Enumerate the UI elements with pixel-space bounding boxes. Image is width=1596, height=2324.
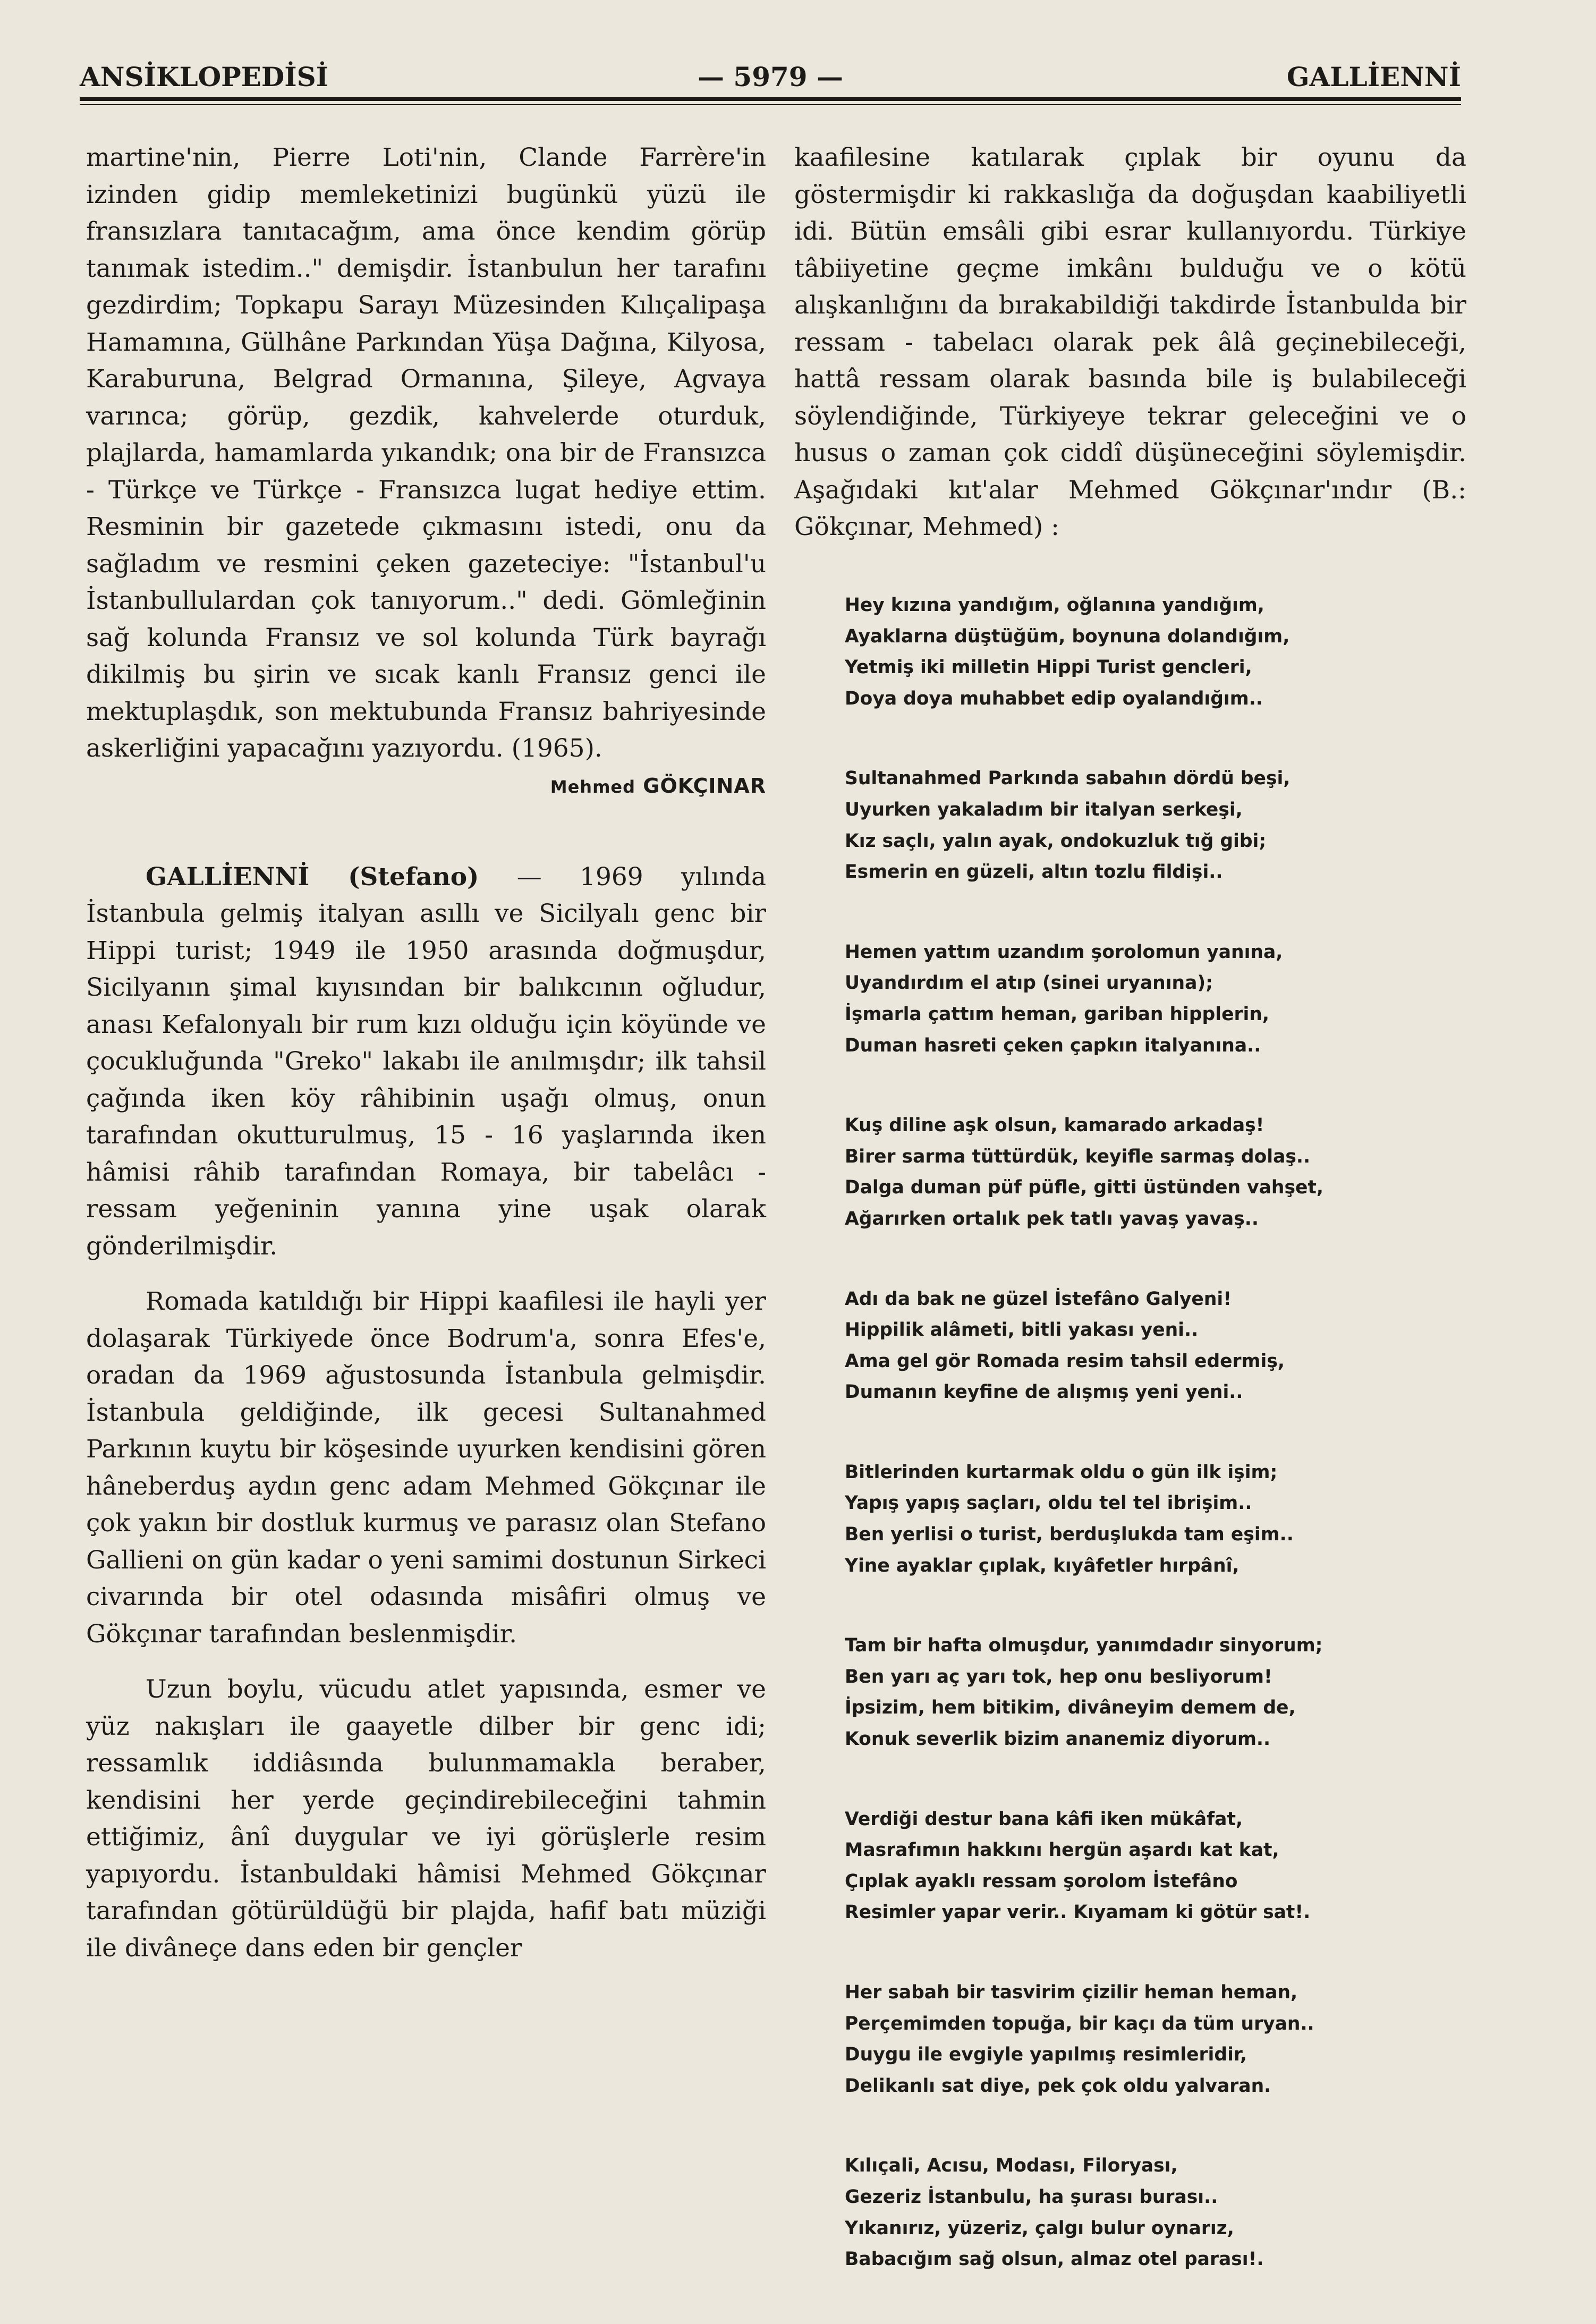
poem-line: Resimler yapar verir.. Kıyamam ki götür sat!. — [845, 1902, 1311, 1923]
poem-line: İşmarla çattım heman, gariban hipplerin, — [845, 1003, 1269, 1025]
signature-last-name: GÖKÇINAR — [643, 774, 766, 798]
poem-line: Kuş diline aşk olsun, kamarado arkadaş! — [845, 1115, 1264, 1136]
header-series-title: ANSİKLOPEDİSİ — [80, 61, 329, 92]
poem-line: Bitlerinden kurtarmak oldu o gün ilk işim; — [845, 1461, 1278, 1483]
poem-line: Dalga duman püf püfle, gitti üstünden vahşet, — [845, 1177, 1323, 1199]
left-column — [86, 139, 766, 1966]
signature-first-name: Mehmed — [550, 776, 636, 797]
continued-paragraph: martine'nin, Pierre Loti'nin, Clande Farrère'in izinden gidip memleketinizi bugünkü yüzü ile fransızlara tanıtacağım, ama önce kendim görüp tanımak istedim.." demişdir. İstanbulun her tarafını gezdirdim; Topkapu Sarayı Müzesinden Kılıçalipaşa Hamamına, Gülhâne Parkından Yüşa Dağına, Kilyosa, Karaburuna, Belgrad Ormanına, Şileye, Agvaya varınca; görüp, gezdik, kahvelerde oturduk, plajlarda, hamamlarda yıkandık; ona bir de Fransızca - Türkçe ve Türkçe - Fransızca lugat hediye ettim. Resminin bir gazetede çıkmasını istedi, onu da sağladım ve resmini çeken gazeteciye: "İstanbul'u İstanbullulardan çok tanıyorum.." dedi. Gömleğinin sağ kolunda Fransız ve sol kolunda Türk bayrağı dikilmiş bu şirin ve sıcak kanlı Fransız genci ile mektuplaşdık, son mektubunda Fransız bahriyesinde askerliğini yapacağını yazıyordu. (1965). — [86, 143, 766, 763]
entry-paragraph-1 — [86, 859, 766, 1265]
poem-line: Adı da bak ne güzel İstefâno Galyeni! — [845, 1288, 1232, 1310]
header-rule-thick — [80, 97, 1461, 101]
poem — [845, 590, 1461, 2324]
poem-stanza — [845, 1977, 1461, 2101]
page-header — [80, 50, 1461, 98]
author-signature — [86, 767, 766, 805]
poem-line: Birer sarma tüttürdük, keyifle sarmaş dolaş.. — [845, 1146, 1311, 1167]
poem-line: Ama gel gör Romada resim tahsil edermiş, — [845, 1350, 1285, 1372]
poem-line: Kız saçlı, yalın ayak, ondokuzluk tığ gibi; — [845, 830, 1267, 852]
poem-line: Dumanın keyfine de alışmış yeni yeni.. — [845, 1381, 1243, 1403]
entry-title: GALLİENNİ (Stefano) — [146, 862, 479, 892]
poem-line: Hey kızına yandığım, oğlanına yandığım, — [845, 595, 1264, 616]
poem-stanza — [845, 1804, 1461, 1928]
poem-stanza — [845, 1284, 1461, 1408]
poem-line: Yapış yapış saçları, oldu tel tel ibrişim.. — [845, 1492, 1252, 1514]
poem-line: Konuk severlik bizim ananemiz diyorum.. — [845, 1728, 1271, 1750]
header-page-number: — 5979 — — [698, 61, 843, 92]
poem-line: Tam bir hafta olmuşdur, yanımdadır sinyorum; — [845, 1635, 1323, 1657]
poem-line: Ben yerlisi o turist, berduşlukda tam eşim.. — [845, 1524, 1294, 1546]
poem-line: Yine ayaklar çıplak, kıyâfetler hırpânî, — [845, 1555, 1240, 1576]
poem-line: Uyurken yakaladım bir italyan serkeşi, — [845, 799, 1243, 820]
poem-line: İpsizim, hem bitikim, divâneyim demem de, — [845, 1697, 1296, 1719]
header-entry-name: GALLİENNİ — [1286, 61, 1461, 92]
poem-line: Verdiği destur bana kâfi iken mükâfat, — [845, 1808, 1243, 1830]
poem-stanza — [845, 763, 1461, 887]
poem-line: Ayaklarna düştüğüm, boynuna dolandığım, — [845, 625, 1290, 647]
poem-stanza — [845, 937, 1461, 1061]
poem-line: Hemen yattım uzandım şorolomun yanına, — [845, 941, 1283, 963]
poem-line: Babacığım sağ olsun, almaz otel parası!. — [845, 2249, 1264, 2270]
poem-stanza — [845, 1630, 1461, 1754]
poem-line: Duygu ile evgiyle yapılmış resimleridir, — [845, 2044, 1247, 2066]
poem-line: Çıplak ayaklı ressam şorolom İstefâno — [845, 1870, 1238, 1892]
poem-line: Sultanahmed Parkında sabahın dördü beşi, — [845, 768, 1291, 790]
poem-line: Hippilik alâmeti, bitli yakası yeni.. — [845, 1319, 1199, 1341]
poem-line: Ben yarı aç yarı tok, hep onu besliyorum! — [845, 1666, 1272, 1687]
entry-paragraph-2: Romada katıldığı bir Hippi kaafilesi ile hayli yer dolaşarak Türkiyede önce Bodrum'a, sonra Efes'e, oradan da 1969 ağustosunda İstanbula gelmişdir. İstanbula geldiğinde, ilk gecesi Sultanahmed Parkının kuytu bir köşesinde uyurken kendisini gören hâneberduş aydın genc adam Mehmed Gökçınar ile çok yakın bir dostluk kurmuş ve parasız olan Stefano Gallieni on gün kadar o yeni samimi dostunun Sirkeci civarında bir otel odasında misâfiri olmuş ve Gökçınar tarafından beslenmişdir. — [86, 1287, 766, 1649]
entry-paragraph-3: Uzun boylu, vücudu atlet yapısında, esmer ve yüz nakışları ile gaayetle dilber bir genc idi; ressamlık iddiâsında bulunmamakla beraber, kendisini her yerde geçindirebileceğini tahmin ettiğimiz, ânî duygular ve iyi görüşlerle resim yapıyordu. İstanbuldaki hâmisi Mehmed Gökçınar tarafından götürüldüğü bir plajda, hafif batı müziği ile divâneçe dans eden bir gençler — [86, 1675, 766, 1963]
right-intro-paragraph: kaafilesine katılarak çıplak bir oyunu da göstermişdir ki rakkaslığa da doğuşdan kaabiliyetli idi. Bütün emsâli gibi esrar kullanıyordu. Türkiye tâbiiyetine geçme imkânı bulduğu ve o kötü alışkanlığını da bırakabildiği takdirde İstanbulda bir ressam - tabelacı olarak pek âlâ geçinebileceği, hattâ ressam olarak basında bile iş bulabileceği söylendiğinde, Türkiyeye tekrar geleceğini ve o husus o zaman çok ciddî düşüneceğini söylemişdir. Aşağıdaki kıt'alar Mehmed Gökçınar'ındır (B.: Gökçınar, Mehmed) : — [794, 143, 1466, 541]
poem-line: Yetmiş iki milletin Hippi Turist gencleri, — [845, 657, 1252, 678]
entry-paragraph-1-text: — 1969 yılında İstanbula gelmiş italyan asıllı ve Sicilyalı genc bir Hippi turist; 1949 ile 1950 arasında doğmuşdur, Sicilyanın şimal kıyısından bir balıkcının oğludur, anası Kefalonyalı bir rum kızı olduğu için köyünde ve çocukluğunda "Greko" lakabı ile anılmışdır; ilk tahsil çağında iken köy râhibinin uşağı olmuş, onun tarafından okutturulmuş, 15 - 16 yaşlarında iken hâmisi râhib tarafından Romaya, bir tabelâcı - ressam yeğeninin yanına yine uşak olarak gönderilmişdir. — [86, 862, 766, 1261]
right-column — [794, 139, 1466, 546]
poem-line: Duman hasreti çeken çapkın italyanına.. — [845, 1034, 1261, 1056]
poem-line: Masrafımın hakkını hergün aşardı kat kat, — [845, 1839, 1279, 1861]
poem-line: Gezeriz İstanbulu, ha şurası burası.. — [845, 2186, 1218, 2208]
header-rule-thin — [80, 104, 1461, 105]
poem-line: Uyandırdım el atıp (sinei uryanına); — [845, 972, 1213, 994]
poem-stanza — [845, 590, 1461, 714]
poem-line: Kılıçali, Acısu, Modası, Filoryası, — [845, 2155, 1178, 2177]
poem-stanza — [845, 1110, 1461, 1234]
poem-line: Doya doya muhabbet edip oyalandığım.. — [845, 688, 1263, 709]
poem-line: Delikanlı sat diye, pek çok oldu yalvaran. — [845, 2075, 1271, 2097]
poem-line: Yıkanırız, yüzeriz, çalgı bulur oynarız, — [845, 2217, 1234, 2239]
poem-line: Perçemimden topuğa, bir kaçı da tüm uryan.. — [845, 2013, 1314, 2034]
poem-line: Her sabah bir tasvirim çizilir heman heman, — [845, 1982, 1298, 2003]
poem-stanza — [845, 2150, 1461, 2275]
poem-stanza — [845, 1457, 1461, 1581]
poem-line: Esmerin en güzeli, altın tozlu fildişi.. — [845, 861, 1223, 883]
poem-line: Ağarırken ortalık pek tatlı yavaş yavaş.. — [845, 1208, 1259, 1229]
